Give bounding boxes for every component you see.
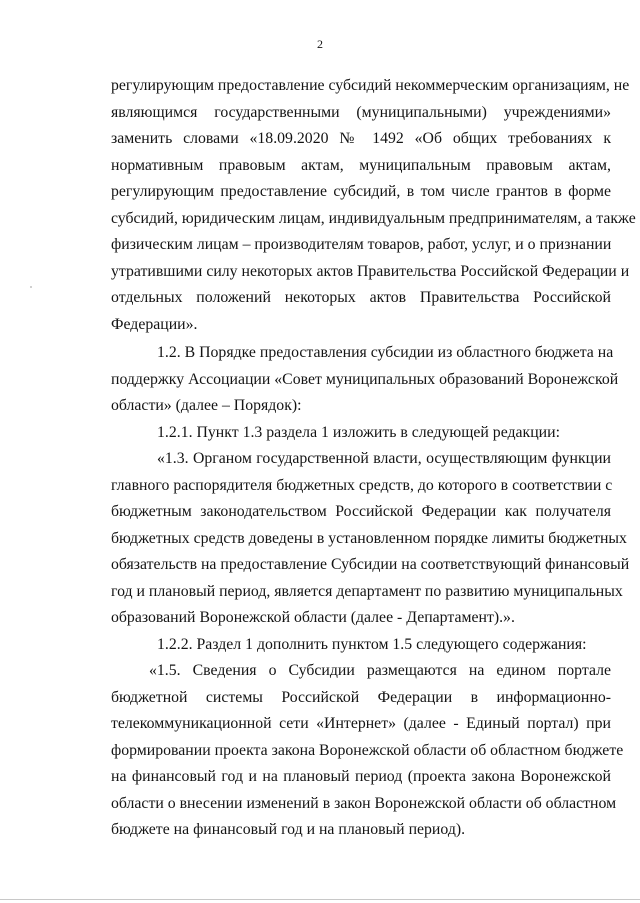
text-line: поддержку Ассоциации «Совет муниципальных образований Воронежской	[111, 370, 619, 388]
text-line: субсидий, юридическим лицам, индивидуальным предпринимателям, а также	[111, 209, 636, 227]
text-line: отдельных положений некоторых актов Правительства Российской	[111, 289, 611, 306]
text-line: бюджетным законодательством Российской Федерации как получателя	[111, 503, 611, 520]
text-line: нормативным правовым актам, муниципальным правовым актам,	[111, 156, 611, 174]
text-line: физическим лицам – производителям товаров, работ, услуг, и о признании	[111, 236, 612, 253]
text-line: 1.2.2. Раздел 1 дополнить пунктом 1.5 следующего содержания:	[157, 635, 587, 653]
scan-speck	[30, 286, 32, 288]
document-body	[111, 73, 636, 844]
text-line: бюджете на финансовый год и на плановый период).	[111, 821, 466, 838]
text-line: области» (далее – Порядок):	[111, 397, 302, 414]
text-line: главного распорядителя бюджетных средств, до которого в соответствии с	[111, 476, 613, 494]
text-line: утратившими силу некоторых актов Правительства Российской Федерации и	[111, 262, 630, 280]
text-line: 1.2.1. Пункт 1.3 раздела 1 изложить в следующей редакции:	[157, 423, 560, 441]
text-line: на финансовый год и на плановый период (проекта закона Воронежской	[111, 768, 611, 785]
text-line: 1.2. В Порядке предоставления субсидии из областного бюджета на	[157, 344, 614, 361]
text-line: образований Воронежской области (далее - Департамент).».	[111, 609, 515, 626]
text-line: Федерации».	[111, 315, 198, 333]
text-line: заменить словами «18.09.2020 № 1492 «Об общих требованиях к	[111, 130, 611, 147]
text-line: «1.3. Органом государственной власти, осуществляющим функции	[157, 450, 611, 467]
text-line: области о внесении изменений в закон Воронежской области об областном	[111, 794, 617, 812]
text-line: регулирующим предоставление субсидий, в том числе грантов в форме	[111, 183, 611, 200]
text-line: год и плановый период, является департамент по развитию муниципальных	[111, 582, 623, 600]
text-line: бюджетной системы Российской Федерации в информационно-	[111, 688, 611, 706]
text-line: обязательств на предоставление Субсидии на соответствующий финансовый	[111, 556, 630, 573]
text-line: бюджетных средств доведены в установленном порядке лимиты бюджетных	[111, 529, 627, 547]
bottom-edge-line	[0, 899, 640, 900]
text-line: регулирующим предоставление субсидий некоммерческим организациям, не	[111, 77, 630, 94]
text-line: формировании проекта закона Воронежской области об областном бюджете	[111, 741, 624, 759]
text-line: являющимся государственными (муниципальными) учреждениями»	[111, 103, 611, 121]
page-number: 2	[317, 37, 323, 51]
text-line: «1.5. Сведения о Субсидии размещаются на едином портале	[149, 662, 611, 679]
text-line: телекоммуникационной сети «Интернет» (далее - Единый портал) при	[111, 715, 611, 732]
